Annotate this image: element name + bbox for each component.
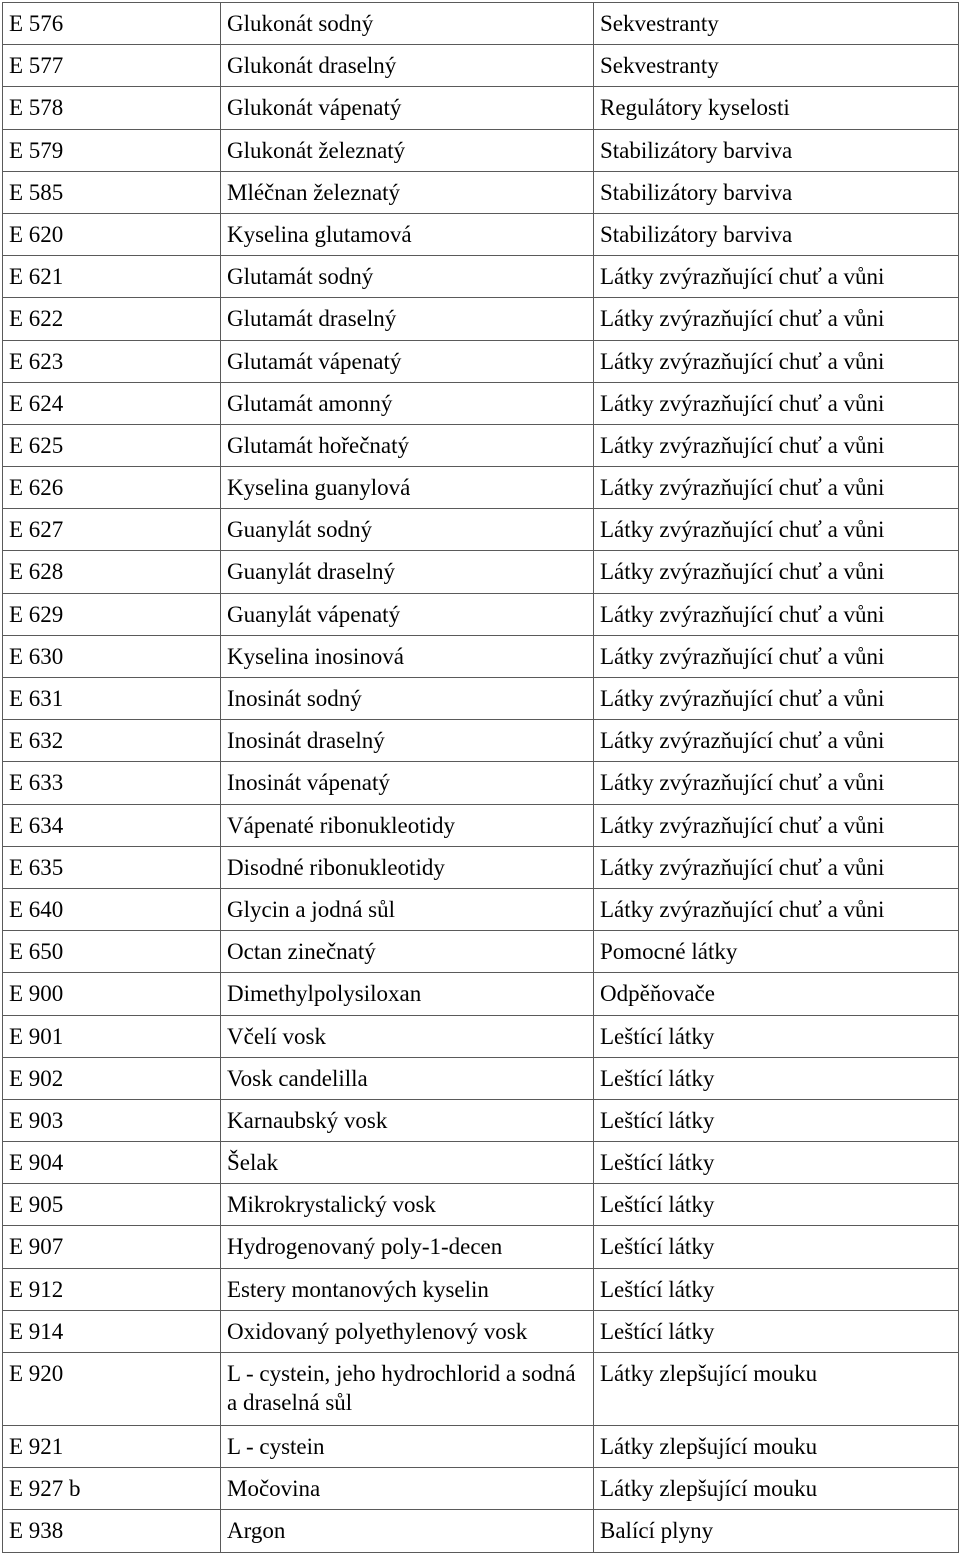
substance-name-cell: Včelí vosk (221, 1015, 594, 1057)
substance-name-cell: Močovina (221, 1468, 594, 1510)
e-code-cell: E 921 (3, 1426, 221, 1468)
category-cell: Sekvestranty (594, 3, 959, 45)
substance-name-cell: Mikrokrystalický vosk (221, 1184, 594, 1226)
substance-name-cell: Dimethylpolysiloxan (221, 973, 594, 1015)
substance-name-cell: Argon (221, 1510, 594, 1552)
e-code-cell: E 912 (3, 1268, 221, 1310)
e-code-cell: E 627 (3, 509, 221, 551)
table-row (3, 298, 959, 340)
e-code-cell: E 632 (3, 720, 221, 762)
table-row (3, 1184, 959, 1226)
category-cell: Látky zvýrazňující chuť a vůni (594, 720, 959, 762)
substance-name-cell: Inosinát sodný (221, 678, 594, 720)
e-code-cell: E 640 (3, 888, 221, 930)
category-cell: Pomocné látky (594, 931, 959, 973)
e-code-cell: E 620 (3, 213, 221, 255)
substance-name-cell: L - cystein, jeho hydrochlorid a sodná a draselná sůl (221, 1353, 594, 1426)
category-cell: Látky zvýrazňující chuť a vůni (594, 762, 959, 804)
table-row (3, 593, 959, 635)
category-cell: Regulátory kyselosti (594, 87, 959, 129)
category-cell: Látky zvýrazňující chuť a vůni (594, 635, 959, 677)
e-code-cell: E 920 (3, 1353, 221, 1426)
substance-name-cell: Estery montanových kyselin (221, 1268, 594, 1310)
substance-name-cell: Vápenaté ribonukleotidy (221, 804, 594, 846)
category-cell: Látky zvýrazňující chuť a vůni (594, 298, 959, 340)
substance-name-cell: Karnaubský vosk (221, 1099, 594, 1141)
substance-name-cell: Glukonát draselný (221, 45, 594, 87)
table-row (3, 129, 959, 171)
substance-name-cell: Octan zinečnatý (221, 931, 594, 973)
e-code-cell: E 903 (3, 1099, 221, 1141)
category-cell: Látky zvýrazňující chuť a vůni (594, 804, 959, 846)
table-row (3, 1142, 959, 1184)
category-cell: Látky zvýrazňující chuť a vůni (594, 551, 959, 593)
table-body (3, 3, 959, 1553)
category-cell: Leštící látky (594, 1310, 959, 1352)
table-row (3, 635, 959, 677)
additives-table (2, 2, 959, 1553)
category-cell: Leštící látky (594, 1184, 959, 1226)
substance-name-cell: Kyselina glutamová (221, 213, 594, 255)
substance-name-cell: Glutamát sodný (221, 256, 594, 298)
category-cell: Látky zvýrazňující chuť a vůni (594, 888, 959, 930)
substance-name-cell: Glukonát vápenatý (221, 87, 594, 129)
e-code-cell: E 626 (3, 467, 221, 509)
substance-name-cell: Glutamát vápenatý (221, 340, 594, 382)
e-code-cell: E 634 (3, 804, 221, 846)
category-cell: Leštící látky (594, 1015, 959, 1057)
substance-name-cell: Glycin a jodná sůl (221, 888, 594, 930)
category-cell: Látky zvýrazňující chuť a vůni (594, 340, 959, 382)
e-code-cell: E 901 (3, 1015, 221, 1057)
substance-name-cell: L - cystein (221, 1426, 594, 1468)
table-row (3, 467, 959, 509)
substance-name-cell: Glutamát draselný (221, 298, 594, 340)
category-cell: Látky zvýrazňující chuť a vůni (594, 509, 959, 551)
table-row (3, 382, 959, 424)
e-code-cell: E 624 (3, 382, 221, 424)
category-cell: Látky zvýrazňující chuť a vůni (594, 467, 959, 509)
substance-name-cell: Guanylát vápenatý (221, 593, 594, 635)
table-row (3, 846, 959, 888)
category-cell: Leštící látky (594, 1099, 959, 1141)
table-row (3, 45, 959, 87)
table-row (3, 1015, 959, 1057)
e-code-cell: E 914 (3, 1310, 221, 1352)
e-code-cell: E 623 (3, 340, 221, 382)
table-row (3, 931, 959, 973)
e-code-cell: E 625 (3, 424, 221, 466)
e-code-cell: E 635 (3, 846, 221, 888)
e-code-cell: E 579 (3, 129, 221, 171)
e-code-cell: E 630 (3, 635, 221, 677)
category-cell: Látky zvýrazňující chuť a vůni (594, 256, 959, 298)
e-code-cell: E 578 (3, 87, 221, 129)
category-cell: Leštící látky (594, 1268, 959, 1310)
table-row (3, 340, 959, 382)
table-row (3, 678, 959, 720)
substance-name-cell: Mléčnan železnatý (221, 171, 594, 213)
table-row (3, 973, 959, 1015)
e-code-cell: E 900 (3, 973, 221, 1015)
category-cell: Látky zvýrazňující chuť a vůni (594, 593, 959, 635)
e-code-cell: E 628 (3, 551, 221, 593)
e-code-cell: E 905 (3, 1184, 221, 1226)
table-row (3, 720, 959, 762)
e-code-cell: E 904 (3, 1142, 221, 1184)
substance-name-cell: Glukonát železnatý (221, 129, 594, 171)
substance-name-cell: Inosinát vápenatý (221, 762, 594, 804)
table-row (3, 1353, 959, 1426)
table-row (3, 424, 959, 466)
substance-name-cell: Guanylát sodný (221, 509, 594, 551)
category-cell: Stabilizátory barviva (594, 171, 959, 213)
category-cell: Leštící látky (594, 1142, 959, 1184)
substance-name-cell: Šelak (221, 1142, 594, 1184)
category-cell: Balící plyny (594, 1510, 959, 1552)
table-row (3, 762, 959, 804)
table-row (3, 87, 959, 129)
category-cell: Stabilizátory barviva (594, 129, 959, 171)
table-row (3, 509, 959, 551)
e-code-cell: E 631 (3, 678, 221, 720)
e-code-cell: E 622 (3, 298, 221, 340)
e-code-cell: E 576 (3, 3, 221, 45)
table-row (3, 1268, 959, 1310)
substance-name-cell: Hydrogenovaný poly-1-decen (221, 1226, 594, 1268)
e-code-cell: E 938 (3, 1510, 221, 1552)
category-cell: Látky zlepšující mouku (594, 1353, 959, 1426)
table-row (3, 1468, 959, 1510)
category-cell: Látky zvýrazňující chuť a vůni (594, 678, 959, 720)
table-row (3, 1226, 959, 1268)
category-cell: Leštící látky (594, 1226, 959, 1268)
table-row (3, 1510, 959, 1552)
substance-name-cell: Oxidovaný polyethylenový vosk (221, 1310, 594, 1352)
category-cell: Látky zlepšující mouku (594, 1468, 959, 1510)
table-row (3, 551, 959, 593)
table-row (3, 1099, 959, 1141)
substance-name-cell: Kyselina guanylová (221, 467, 594, 509)
table-row (3, 3, 959, 45)
table-row (3, 1057, 959, 1099)
table-row (3, 804, 959, 846)
category-cell: Odpěňovače (594, 973, 959, 1015)
category-cell: Látky zvýrazňující chuť a vůni (594, 424, 959, 466)
table-row (3, 213, 959, 255)
e-code-cell: E 577 (3, 45, 221, 87)
substance-name-cell: Glutamát hořečnatý (221, 424, 594, 466)
table-row (3, 171, 959, 213)
substance-name-cell: Glutamát amonný (221, 382, 594, 424)
substance-name-cell: Inosinát draselný (221, 720, 594, 762)
table-row (3, 888, 959, 930)
table-row (3, 1426, 959, 1468)
e-code-cell: E 927 b (3, 1468, 221, 1510)
e-code-cell: E 633 (3, 762, 221, 804)
category-cell: Leštící látky (594, 1057, 959, 1099)
category-cell: Stabilizátory barviva (594, 213, 959, 255)
e-code-cell: E 621 (3, 256, 221, 298)
substance-name-cell: Disodné ribonukleotidy (221, 846, 594, 888)
category-cell: Látky zlepšující mouku (594, 1426, 959, 1468)
category-cell: Látky zvýrazňující chuť a vůni (594, 846, 959, 888)
substance-name-cell: Vosk candelilla (221, 1057, 594, 1099)
substance-name-cell: Kyselina inosinová (221, 635, 594, 677)
category-cell: Látky zvýrazňující chuť a vůni (594, 382, 959, 424)
table-row (3, 1310, 959, 1352)
table-row (3, 256, 959, 298)
substance-name-cell: Glukonát sodný (221, 3, 594, 45)
e-code-cell: E 650 (3, 931, 221, 973)
category-cell: Sekvestranty (594, 45, 959, 87)
e-code-cell: E 629 (3, 593, 221, 635)
e-code-cell: E 585 (3, 171, 221, 213)
substance-name-cell: Guanylát draselný (221, 551, 594, 593)
e-code-cell: E 907 (3, 1226, 221, 1268)
e-code-cell: E 902 (3, 1057, 221, 1099)
